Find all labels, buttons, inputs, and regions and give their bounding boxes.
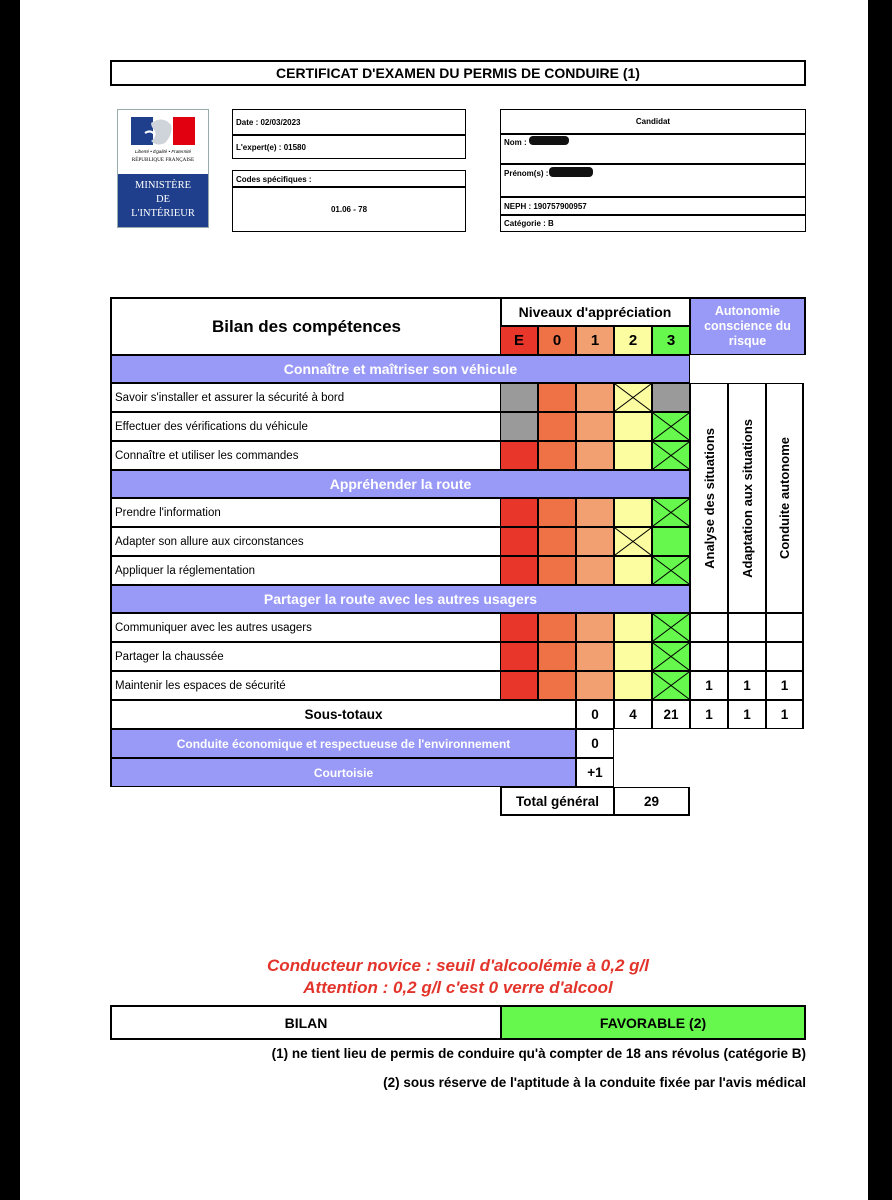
level-cell-2: [614, 441, 652, 470]
level-cell-0: [538, 642, 576, 671]
level-header-3: 3: [652, 326, 690, 355]
level-cell-2: [614, 613, 652, 642]
logo-ministry-text: MINISTÈRE DE L'INTÉRIEUR: [118, 174, 208, 227]
level-cell-1: [576, 527, 614, 556]
level-cell-3: [652, 527, 690, 556]
cross-mark-icon: [653, 614, 689, 641]
level-cell-3-marked: [652, 613, 690, 642]
autonomy-col-2: [766, 383, 804, 613]
section-0-title: Connaître et maîtriser son véhicule: [110, 355, 690, 383]
cross-mark-icon: [653, 672, 689, 699]
subtotal-value: 21: [652, 700, 690, 729]
courtesy-label: Courtoisie: [110, 758, 576, 787]
autonomy-cell: 1: [690, 671, 728, 700]
level-cell-E: [500, 642, 538, 671]
candidate-categorie: Catégorie : B: [504, 219, 554, 228]
autonomy-cell: [766, 642, 804, 671]
autonomy-subtotal: 1: [690, 700, 728, 729]
candidate-nom: Nom :: [504, 138, 527, 147]
level-cell-2: [614, 642, 652, 671]
subtotal-value: 4: [614, 700, 652, 729]
level-cell-0: [538, 412, 576, 441]
level-cell-E: [500, 556, 538, 585]
competence-label: Maintenir les espaces de sécurité: [110, 671, 502, 700]
competence-label: Connaître et utiliser les commandes: [110, 441, 502, 470]
level-cell-3-marked: [652, 642, 690, 671]
level-cell-0: [538, 556, 576, 585]
autonomy-cell: [766, 613, 804, 642]
level-cell-2: [614, 498, 652, 527]
courtesy-value: +1: [576, 758, 614, 787]
logo-republic: RÉPUBLIQUE FRANÇAISE: [131, 157, 195, 163]
cross-mark-icon: [615, 528, 651, 555]
level-cell-2: [614, 412, 652, 441]
footnote-1: (1) ne tient lieu de permis de conduire qu'à compter de 18 ans révolus (catégorie B): [271, 1046, 806, 1061]
autonomy-title: Autonomie conscience du risque: [690, 297, 806, 355]
level-cell-E: [500, 412, 538, 441]
level-cell-3-marked: [652, 441, 690, 470]
total-label: Total général: [500, 787, 614, 816]
competence-label: Communiquer avec les autres usagers: [110, 613, 502, 642]
result-value: FAVORABLE (2): [500, 1005, 806, 1040]
level-cell-2: [614, 556, 652, 585]
candidate-prenom: Prénom(s) :: [504, 169, 549, 178]
subtotal-value: 0: [576, 700, 614, 729]
level-cell-3-marked: [652, 498, 690, 527]
cross-mark-icon: [653, 643, 689, 670]
competence-label: Appliquer la réglementation: [110, 556, 502, 585]
cross-mark-icon: [653, 557, 689, 584]
logo-motto: Liberté • Égalité • Fraternité: [134, 149, 192, 154]
level-cell-1: [576, 441, 614, 470]
level-cell-3-marked: [652, 556, 690, 585]
footnote-2: (2) sous réserve de l'aptitude à la conduite fixée par l'avis médical: [383, 1075, 806, 1090]
subtotals-label: Sous-totaux: [110, 700, 576, 729]
level-cell-2-marked: [614, 383, 652, 412]
level-cell-1: [576, 383, 614, 412]
competence-label: Partager la chaussée: [110, 642, 502, 671]
cross-mark-icon: [615, 384, 651, 411]
level-cell-0: [538, 441, 576, 470]
level-cell-1: [576, 642, 614, 671]
exam-date: Date : 02/03/2023: [236, 118, 301, 127]
level-cell-E: [500, 498, 538, 527]
autonomy-cell: [728, 613, 766, 642]
level-cell-0: [538, 613, 576, 642]
autonomy-col-1: [728, 383, 766, 613]
section-2-title: Partager la route avec les autres usagers: [110, 585, 690, 613]
autonomy-col-label: Adaptation aux situations: [739, 418, 755, 578]
autonomy-cell: [690, 613, 728, 642]
level-header-E: E: [500, 326, 538, 355]
competence-label: Adapter son allure aux circonstances: [110, 527, 502, 556]
exam-expert: L'expert(e) : 01580: [236, 143, 306, 152]
level-cell-0: [538, 498, 576, 527]
level-header-0: 0: [538, 326, 576, 355]
result-label: BILAN: [110, 1005, 502, 1040]
codes-value: 01.06 - 78: [330, 205, 368, 214]
autonomy-cell: [690, 642, 728, 671]
autonomy-cell: 1: [728, 671, 766, 700]
candidate-neph: NEPH : 190757900957: [504, 202, 587, 211]
level-cell-3-marked: [652, 671, 690, 700]
candidate-heading: Candidat: [635, 117, 671, 126]
level-cell-2-marked: [614, 527, 652, 556]
level-cell-E: [500, 441, 538, 470]
level-cell-3-marked: [652, 412, 690, 441]
level-cell-E: [500, 527, 538, 556]
level-cell-E: [500, 383, 538, 412]
level-cell-0: [538, 671, 576, 700]
level-header-2: 2: [614, 326, 652, 355]
autonomy-cell: [728, 642, 766, 671]
level-cell-0: [538, 527, 576, 556]
warning-line-2: Attention : 0,2 g/l c'est 0 verre d'alcool: [303, 978, 613, 997]
level-cell-1: [576, 613, 614, 642]
levels-title: Niveaux d'appréciation: [500, 297, 690, 326]
autonomy-col-0: [690, 383, 728, 613]
level-cell-2: [614, 671, 652, 700]
total-value: 29: [614, 787, 690, 816]
cross-mark-icon: [653, 499, 689, 526]
cross-mark-icon: [653, 413, 689, 440]
competence-label: Savoir s'installer et assurer la sécurité à bord: [110, 383, 502, 412]
level-cell-E: [500, 671, 538, 700]
level-header-1: 1: [576, 326, 614, 355]
autonomy-subtotal: 1: [728, 700, 766, 729]
competence-label: Prendre l'information: [110, 498, 502, 527]
codes-label: Codes spécifiques :: [236, 175, 312, 184]
autonomy-col-label: Analyse des situations: [701, 427, 717, 569]
warning-line-1: Conducteur novice : seuil d'alcoolémie à 0,2 g/l: [267, 956, 649, 975]
level-cell-1: [576, 556, 614, 585]
level-cell-0: [538, 383, 576, 412]
autonomy-subtotal: 1: [766, 700, 804, 729]
level-cell-E: [500, 613, 538, 642]
page-title: CERTIFICAT D'EXAMEN DU PERMIS DE CONDUIRE (1): [110, 60, 806, 86]
level-cell-3: [652, 383, 690, 412]
level-cell-1: [576, 671, 614, 700]
competence-label: Effectuer des vérifications du véhicule: [110, 412, 502, 441]
eco-label: Conduite économique et respectueuse de l'environnement: [110, 729, 576, 758]
section-1-title: Appréhender la route: [110, 470, 690, 498]
level-cell-1: [576, 412, 614, 441]
cross-mark-icon: [653, 442, 689, 469]
level-cell-1: [576, 498, 614, 527]
table-title: Bilan des compétences: [110, 297, 502, 355]
eco-value: 0: [576, 729, 614, 758]
autonomy-cell: 1: [766, 671, 804, 700]
autonomy-col-label: Conduite autonome: [777, 436, 792, 560]
